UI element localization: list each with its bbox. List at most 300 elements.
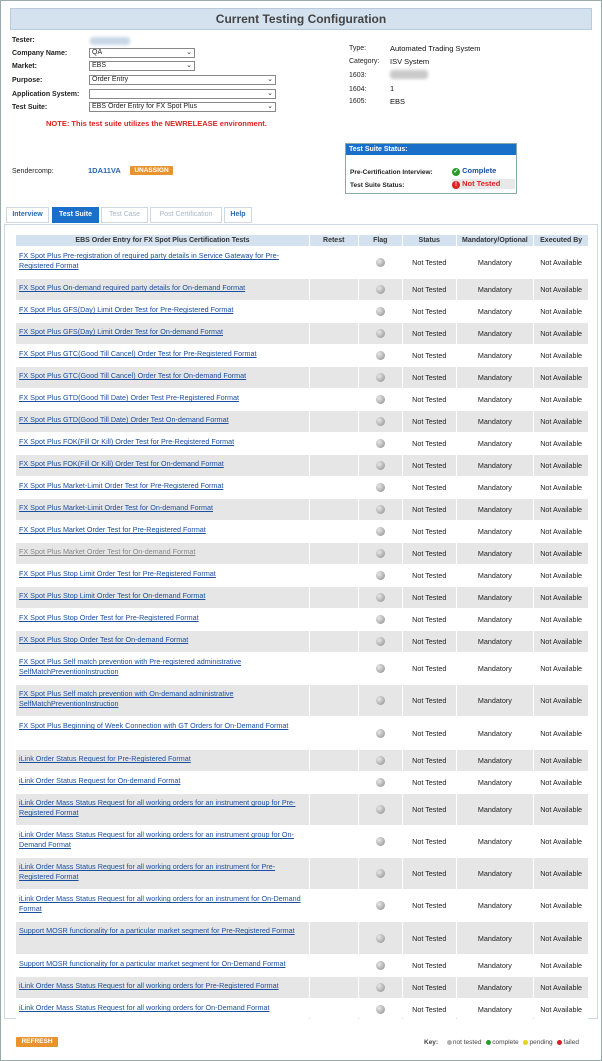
flag-cell <box>359 587 403 608</box>
retest-cell <box>310 890 358 921</box>
mandatory-cell: Mandatory <box>457 455 534 476</box>
mandatory-cell: Mandatory <box>457 389 534 410</box>
test-name-cell <box>16 367 309 388</box>
test-name-cell <box>16 565 309 586</box>
executed-by-cell: Not Available <box>534 565 588 586</box>
mandatory-cell: Mandatory <box>457 433 534 454</box>
key-failed-label: failed <box>563 1039 579 1046</box>
table-row <box>16 455 588 476</box>
flag-dot-icon <box>376 1005 385 1014</box>
mandatory-cell: Mandatory <box>457 477 534 498</box>
mandatory-cell: Mandatory <box>457 685 534 716</box>
flag-cell <box>359 717 403 749</box>
executed-by-cell: Not Available <box>534 772 588 793</box>
flag-cell <box>359 685 403 716</box>
chevron-down-icon: ⌄ <box>267 90 273 97</box>
flag-cell <box>359 750 403 771</box>
test-name-cell <box>16 543 309 564</box>
flag-dot-icon <box>376 696 385 705</box>
retest-cell <box>310 477 358 498</box>
refresh-button[interactable]: REFRESH <box>16 1037 58 1047</box>
retest-cell <box>310 653 358 684</box>
table-row <box>16 301 588 322</box>
test-name-link[interactable]: iLink Order Mass Status Request for all working orders for On-Demand Format <box>19 1003 270 1012</box>
flag-dot-icon <box>376 615 385 624</box>
retest-cell <box>310 279 358 300</box>
type-value: Automated Trading System <box>390 44 481 53</box>
test-suite-select[interactable] <box>89 102 276 112</box>
table-row <box>16 955 588 976</box>
test-name-link[interactable]: FX Spot Plus Stop Limit Order Test for Pre-Registered Format <box>19 569 216 578</box>
flag-cell <box>359 890 403 921</box>
table-row <box>16 794 588 825</box>
col-header-status: Status <box>403 235 455 246</box>
purpose-select-value: Order Entry <box>92 76 129 83</box>
retest-cell <box>310 247 358 278</box>
chevron-down-icon: ⌄ <box>267 103 273 110</box>
status-cell: Not Tested <box>403 345 455 366</box>
executed-by-cell: Not Available <box>534 826 588 857</box>
status-cell: Not Tested <box>403 499 455 520</box>
flag-dot-icon <box>376 571 385 580</box>
test-name-cell <box>16 999 309 1020</box>
flag-dot-icon <box>376 373 385 382</box>
test-name-cell <box>16 977 309 998</box>
key-not-tested <box>444 1039 482 1046</box>
f1603-label: 1603: <box>349 72 367 79</box>
status-cell: Not Tested <box>403 411 455 432</box>
flag-cell <box>359 455 403 476</box>
test-name-link[interactable]: FX Spot Plus GTC(Good Till Cancel) Order Test for Pre-Registered Format <box>19 349 257 358</box>
key-complete <box>483 1039 518 1046</box>
executed-by-cell: Not Available <box>534 411 588 432</box>
green-dot-icon <box>486 1040 491 1045</box>
test-name-link[interactable]: FX Spot Plus GTD(Good Till Date) Order Test Pre-Registered Format <box>19 393 239 402</box>
mandatory-cell: Mandatory <box>457 279 534 300</box>
key-complete-label: complete <box>492 1039 519 1046</box>
pre-cert-label: Pre-Certification Interview: <box>350 169 433 176</box>
tab-help[interactable]: Help <box>224 207 252 223</box>
test-name-cell <box>16 772 309 793</box>
table-row <box>16 631 588 652</box>
sendercomp-value: 1DA11VA <box>88 166 121 175</box>
retest-cell <box>310 543 358 564</box>
flag-dot-icon <box>376 461 385 470</box>
mandatory-cell: Mandatory <box>457 587 534 608</box>
flag-dot-icon <box>376 593 385 602</box>
test-name-cell <box>16 389 309 410</box>
f1603-value-redacted <box>390 70 428 79</box>
f1605-label: 1605: <box>349 98 367 105</box>
flag-cell <box>359 922 403 954</box>
retest-cell <box>310 345 358 366</box>
pre-cert-value: Complete <box>462 166 497 175</box>
table-row <box>16 345 588 366</box>
executed-by-cell: Not Available <box>534 521 588 542</box>
status-cell: Not Tested <box>403 826 455 857</box>
test-name-cell <box>16 890 309 921</box>
flag-dot-icon <box>376 983 385 992</box>
test-name-link[interactable]: FX Spot Plus GFS(Day) Limit Order Test for On-demand Format <box>19 327 223 336</box>
test-name-cell <box>16 609 309 630</box>
test-name-cell <box>16 826 309 857</box>
retest-cell <box>310 631 358 652</box>
test-name-cell <box>16 499 309 520</box>
table-row <box>16 367 588 388</box>
test-name-link[interactable]: FX Spot Plus Market-Limit Order Test for On-demand Format <box>19 503 213 512</box>
mandatory-cell: Mandatory <box>457 977 534 998</box>
category-value: ISV System <box>390 57 430 66</box>
status-cell: Not Tested <box>403 543 455 564</box>
flag-cell <box>359 858 403 889</box>
flag-dot-icon <box>376 527 385 536</box>
tab-test-suite[interactable]: Test Suite <box>52 207 99 223</box>
f1604-value: 1 <box>390 84 395 93</box>
retest-cell <box>310 301 358 322</box>
test-name-link[interactable]: iLink Order Mass Status Request for all working orders for Pre-Registered Format <box>19 981 279 990</box>
test-name-cell <box>16 247 309 278</box>
flag-dot-icon <box>376 549 385 558</box>
flag-dot-icon <box>376 417 385 426</box>
status-cell: Not Tested <box>403 685 455 716</box>
retest-cell <box>310 717 358 749</box>
retest-cell <box>310 685 358 716</box>
mandatory-cell: Mandatory <box>457 922 534 954</box>
test-name-link[interactable]: FX Spot Plus GFS(Day) Limit Order Test for Pre-Registered Format <box>19 305 234 314</box>
table-row <box>16 565 588 586</box>
red-dot-icon <box>557 1040 562 1045</box>
executed-by-cell: Not Available <box>534 323 588 344</box>
flag-cell <box>359 772 403 793</box>
flag-dot-icon <box>376 285 385 294</box>
status-cell: Not Tested <box>403 455 455 476</box>
gray-dot-icon <box>447 1040 452 1045</box>
flag-cell <box>359 499 403 520</box>
table-row <box>16 772 588 793</box>
test-name-cell <box>16 455 309 476</box>
executed-by-cell: Not Available <box>534 653 588 684</box>
test-name-link[interactable]: FX Spot Plus GTD(Good Till Date) Order Test On-demand Format <box>19 415 229 424</box>
suite-status-value-box <box>452 179 515 189</box>
flag-cell <box>359 977 403 998</box>
flag-cell <box>359 411 403 432</box>
test-name-cell <box>16 750 309 771</box>
test-name-cell <box>16 794 309 825</box>
test-name-link[interactable]: FX Spot Plus FOK(Fill Or Kill) Order Test for On-demand Format <box>19 459 224 468</box>
table-row <box>16 653 588 684</box>
mandatory-cell: Mandatory <box>457 631 534 652</box>
test-name-link[interactable]: FX Spot Plus Self match prevention with Pre-registered administrative SelfMatchPreventionInstruction <box>19 657 242 676</box>
mandatory-cell: Mandatory <box>457 521 534 542</box>
mandatory-cell: Mandatory <box>457 411 534 432</box>
table-row <box>16 477 588 498</box>
suite-status-value: Not Tested <box>462 179 501 188</box>
flag-cell <box>359 631 403 652</box>
executed-by-cell: Not Available <box>534 977 588 998</box>
test-name-link[interactable]: FX Spot Plus Market Order Test for Pre-Registered Format <box>19 525 206 534</box>
status-cell: Not Tested <box>403 631 455 652</box>
retest-cell <box>310 955 358 976</box>
company-label: Company Name: <box>12 50 68 57</box>
table-row <box>16 826 588 857</box>
yellow-dot-icon <box>523 1040 528 1045</box>
key-pending-label: pending <box>529 1039 553 1046</box>
flag-dot-icon <box>376 901 385 910</box>
test-name-link[interactable]: FX Spot Plus Stop Limit Order Test for On-demand Format <box>19 591 206 600</box>
executed-by-cell: Not Available <box>534 999 588 1020</box>
mandatory-cell: Mandatory <box>457 499 534 520</box>
status-cell: Not Tested <box>403 301 455 322</box>
table-row <box>16 411 588 432</box>
status-cell: Not Tested <box>403 999 455 1020</box>
col-header-test-name: EBS Order Entry for FX Spot Plus Certification Tests <box>16 235 309 246</box>
market-select-value: EBS <box>92 62 107 69</box>
mandatory-cell: Mandatory <box>457 323 534 344</box>
executed-by-cell: Not Available <box>534 587 588 608</box>
retest-cell <box>310 750 358 771</box>
col-header-retest: Retest <box>310 235 358 246</box>
executed-by-cell: Not Available <box>534 499 588 520</box>
test-name-link[interactable]: FX Spot Plus FOK(Fill Or Kill) Order Test for Pre-Registered Format <box>19 437 235 446</box>
table-row <box>16 433 588 454</box>
retest-cell <box>310 858 358 889</box>
flag-dot-icon <box>376 307 385 316</box>
test-name-link[interactable]: FX Spot Plus Beginning of Week Connection with GT Orders for On-Demand Format <box>19 721 289 730</box>
executed-by-cell: Not Available <box>534 279 588 300</box>
flag-dot-icon <box>376 329 385 338</box>
test-name-cell <box>16 717 309 749</box>
tab-interview[interactable]: Interview <box>6 207 49 223</box>
test-name-link[interactable]: FX Spot Plus Stop Order Test for Pre-Registered Format <box>19 613 199 622</box>
status-cell: Not Tested <box>403 750 455 771</box>
tab-test-case[interactable]: Test Case <box>101 207 148 223</box>
flag-dot-icon <box>376 756 385 765</box>
flag-dot-icon <box>376 258 385 267</box>
flag-dot-icon <box>376 505 385 514</box>
flag-cell <box>359 955 403 976</box>
retest-cell <box>310 587 358 608</box>
table-row <box>16 323 588 344</box>
test-name-cell <box>16 411 309 432</box>
retest-cell <box>310 367 358 388</box>
col-header-flag: Flag <box>359 235 403 246</box>
retest-cell <box>310 455 358 476</box>
test-name-cell <box>16 587 309 608</box>
flag-dot-icon <box>376 395 385 404</box>
mandatory-cell: Mandatory <box>457 301 534 322</box>
test-name-cell <box>16 922 309 954</box>
status-cell: Not Tested <box>403 433 455 454</box>
table-row <box>16 977 588 998</box>
flag-dot-icon <box>376 869 385 878</box>
table-row <box>16 685 588 716</box>
table-row <box>16 999 588 1020</box>
company-select[interactable] <box>89 48 195 58</box>
mandatory-cell: Mandatory <box>457 543 534 564</box>
mandatory-cell: Mandatory <box>457 247 534 278</box>
app-system-label: Application System: <box>12 91 80 98</box>
table-row <box>16 279 588 300</box>
flag-cell <box>359 389 403 410</box>
flag-dot-icon <box>376 961 385 970</box>
mandatory-cell: Mandatory <box>457 858 534 889</box>
mandatory-cell: Mandatory <box>457 717 534 749</box>
certification-tests-table <box>15 234 589 1021</box>
retest-cell <box>310 977 358 998</box>
retest-cell <box>310 565 358 586</box>
retest-cell <box>310 609 358 630</box>
test-name-link[interactable]: iLink Order Mass Status Request for all working orders for an instrument group for On-Demand Format <box>19 830 294 849</box>
f1604-label: 1604: <box>349 86 367 93</box>
category-label: Category: <box>349 58 380 65</box>
test-name-link[interactable]: iLink Order Status Request for Pre-Registered Format <box>19 754 191 763</box>
check-icon: ✓ <box>453 169 459 175</box>
retest-cell <box>310 794 358 825</box>
test-name-cell <box>16 477 309 498</box>
flag-cell <box>359 521 403 542</box>
mandatory-cell: Mandatory <box>457 565 534 586</box>
table-row <box>16 890 588 921</box>
flag-cell <box>359 826 403 857</box>
status-cell: Not Tested <box>403 794 455 825</box>
key-failed <box>554 1039 579 1046</box>
executed-by-cell: Not Available <box>534 455 588 476</box>
flag-cell <box>359 565 403 586</box>
status-cell: Not Tested <box>403 955 455 976</box>
status-cell: Not Tested <box>403 609 455 630</box>
test-name-cell <box>16 323 309 344</box>
test-name-link[interactable]: iLink Order Mass Status Request for all working orders for an instrument for On-Demand Format <box>19 894 301 913</box>
test-name-link[interactable]: FX Spot Plus Market Order Test for On-demand Format <box>19 547 196 556</box>
flag-dot-icon <box>376 483 385 492</box>
mandatory-cell: Mandatory <box>457 750 534 771</box>
market-select[interactable] <box>89 61 195 71</box>
mandatory-cell: Mandatory <box>457 999 534 1020</box>
status-box-title: Test Suite Status: <box>346 144 516 155</box>
flag-cell <box>359 653 403 684</box>
table-row <box>16 521 588 542</box>
flag-cell <box>359 301 403 322</box>
executed-by-cell: Not Available <box>534 477 588 498</box>
retest-cell <box>310 389 358 410</box>
sendercomp-label: Sendercomp: <box>12 168 54 175</box>
pre-cert-status <box>452 166 496 176</box>
alert-icon: ! <box>452 181 460 189</box>
mandatory-cell: Mandatory <box>457 955 534 976</box>
mandatory-cell: Mandatory <box>457 653 534 684</box>
market-label: Market: <box>12 63 37 70</box>
test-name-cell <box>16 858 309 889</box>
test-name-cell <box>16 345 309 366</box>
flag-dot-icon <box>376 934 385 943</box>
mandatory-cell: Mandatory <box>457 890 534 921</box>
table-row <box>16 922 588 954</box>
table-row <box>16 389 588 410</box>
test-name-link[interactable]: FX Spot Plus On-demand required party details for On-demand Format <box>19 283 246 292</box>
executed-by-cell: Not Available <box>534 433 588 454</box>
retest-cell <box>310 922 358 954</box>
test-name-link[interactable]: FX Spot Plus Pre-registration of required party details in Service Gateway for Pre-Registered Format <box>19 251 280 270</box>
flag-dot-icon <box>376 778 385 787</box>
test-suite-label: Test Suite: <box>12 104 48 111</box>
executed-by-cell: Not Available <box>534 367 588 388</box>
purpose-select[interactable] <box>89 75 276 85</box>
executed-by-cell: Not Available <box>534 247 588 278</box>
tab-bar <box>4 205 598 225</box>
status-cell: Not Tested <box>403 521 455 542</box>
test-name-link[interactable]: iLink Order Mass Status Request for all working orders for an instrument group for Pre-Registered Format <box>19 798 296 817</box>
executed-by-cell: Not Available <box>534 301 588 322</box>
retest-cell <box>310 521 358 542</box>
test-name-link[interactable]: FX Spot Plus Self match prevention with On-demand administrative SelfMatchPreventionInstruction <box>19 689 234 708</box>
flag-cell <box>359 794 403 825</box>
flag-cell <box>359 247 403 278</box>
test-name-cell <box>16 279 309 300</box>
status-cell: Not Tested <box>403 587 455 608</box>
executed-by-cell: Not Available <box>534 345 588 366</box>
test-name-cell <box>16 433 309 454</box>
test-name-cell <box>16 685 309 716</box>
test-name-link[interactable]: iLink Order Status Request for On-demand Format <box>19 776 181 785</box>
test-name-link[interactable]: FX Spot Plus Market-Limit Order Test for Pre-Registered Format <box>19 481 224 490</box>
mandatory-cell: Mandatory <box>457 826 534 857</box>
test-name-link[interactable]: Support MOSR functionality for a particular market segment for Pre-Registered Format <box>19 926 295 935</box>
flag-dot-icon <box>376 837 385 846</box>
test-name-link[interactable]: FX Spot Plus GTC(Good Till Cancel) Order Test for On-demand Format <box>19 371 247 380</box>
tab-post-certification[interactable]: Post Certification <box>150 207 222 223</box>
table-row <box>16 247 588 278</box>
col-header-executed-by: Executed By <box>534 235 588 246</box>
status-cell: Not Tested <box>403 922 455 954</box>
test-name-cell <box>16 301 309 322</box>
chevron-down-icon: ⌄ <box>267 76 273 83</box>
retest-cell <box>310 411 358 432</box>
executed-by-cell: Not Available <box>534 750 588 771</box>
status-cell: Not Tested <box>403 367 455 388</box>
status-cell: Not Tested <box>403 977 455 998</box>
flag-dot-icon <box>376 664 385 673</box>
executed-by-cell: Not Available <box>534 685 588 716</box>
flag-cell <box>359 477 403 498</box>
status-cell: Not Tested <box>403 890 455 921</box>
retest-cell <box>310 826 358 857</box>
table-row <box>16 858 588 889</box>
suite-status-label: Test Suite Status: <box>350 182 405 189</box>
executed-by-cell: Not Available <box>534 609 588 630</box>
flag-dot-icon <box>376 729 385 738</box>
test-name-cell <box>16 653 309 684</box>
flag-cell <box>359 279 403 300</box>
flag-cell <box>359 345 403 366</box>
flag-dot-icon <box>376 805 385 814</box>
type-label: Type: <box>349 45 367 52</box>
test-name-link[interactable]: Support MOSR functionality for a particular market segment for On-Demand Format <box>19 959 286 968</box>
status-cell: Not Tested <box>403 772 455 793</box>
executed-by-cell: Not Available <box>534 794 588 825</box>
status-cell: Not Tested <box>403 279 455 300</box>
table-row <box>16 499 588 520</box>
app-system-select[interactable] <box>89 89 276 99</box>
flag-dot-icon <box>376 351 385 360</box>
executed-by-cell: Not Available <box>534 717 588 749</box>
flag-cell <box>359 323 403 344</box>
test-name-link[interactable]: iLink Order Mass Status Request for all working orders for an instrument for Pre-Registered Format <box>19 862 276 881</box>
unassign-button[interactable]: UNASSIGN <box>130 166 173 175</box>
test-name-link[interactable]: FX Spot Plus Stop Order Test for On-demand Format <box>19 635 189 644</box>
table-row <box>16 609 588 630</box>
status-cell: Not Tested <box>403 858 455 889</box>
executed-by-cell: Not Available <box>534 631 588 652</box>
